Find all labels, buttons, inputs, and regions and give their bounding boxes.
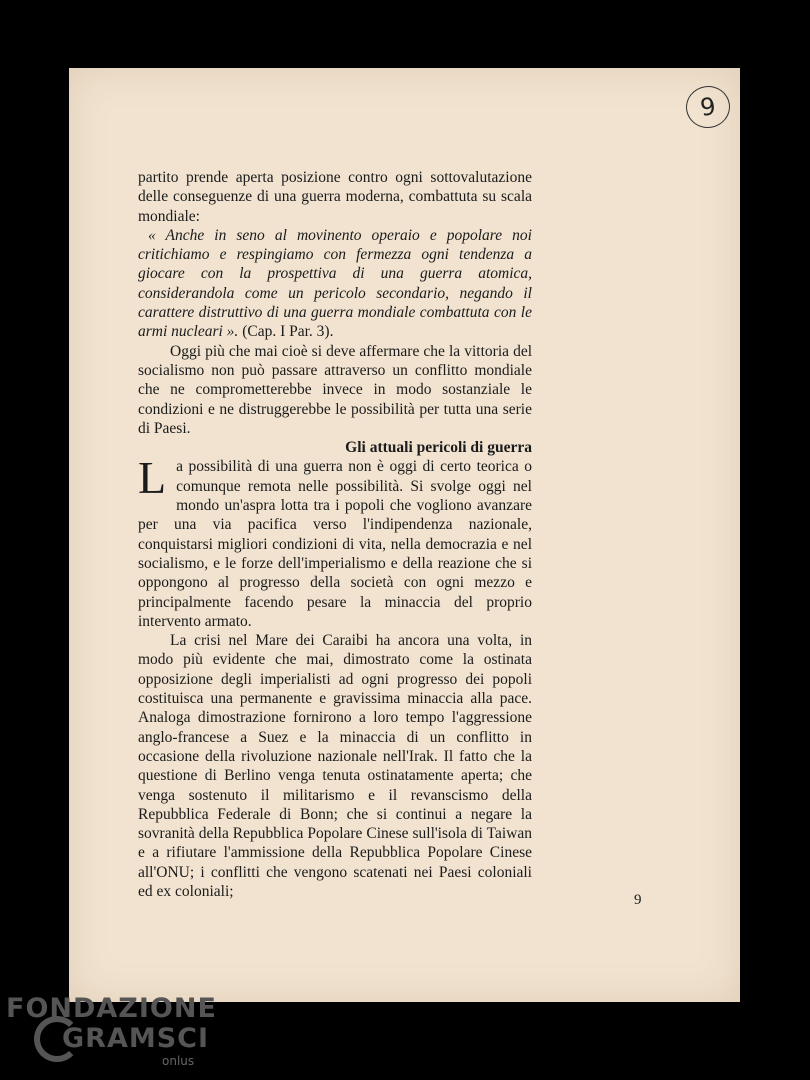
logo-line-3: onlus — [162, 1054, 195, 1068]
handwritten-page-number: 9 — [683, 83, 732, 131]
paragraph-1: partito prende aperta posizione contro ogni sottovalutazione delle conseguenze di una guerra moderna, combattuta su scala mondiale: — [138, 169, 532, 225]
paragraph-3-text: a possibilità di una guerra non è oggi di certo teorica o comunque remota nelle possibilità. Si svolge oggi nel mondo un'aspra lotta tra i popoli che vogliono avanzare per una via pacifica verso l'indipendenza nazionale, conquistarsi migliori condizioni di vita, nella democrazia e nel socialismo, e le forze dell'imperialismo e della reazione che si oppongono al progresso della società con ogni mezzo e principalmente facendo pesare la minaccia del proprio intervento armato. — [138, 458, 532, 630]
paragraph-3 — [138, 452, 532, 631]
section-heading: Gli attuali pericoli di guerra — [345, 439, 532, 457]
archive-watermark-logo — [6, 994, 217, 1068]
drop-cap: L — [138, 452, 167, 504]
logo-line-2: GRAMSCI — [62, 1023, 210, 1054]
text-column — [138, 168, 532, 901]
quotation-text: « Anche in seno al movinento operaio e popolare noi critichiamo e respingiamo con fermezza ogni tendenza a giocare con la prospettiva di una guerra atomica, considerandola come un pericolo secondario, negando il carattere distruttivo di una guerra mondiale combattuta con le armi nucleari ». — [138, 226, 532, 341]
paragraph-2: Oggi più che mai cioè si deve affermare che la vittoria del socialismo non può passare attraverso un conflitto mondiale che ne comprometterebbe invece in modo sostanziale le condizioni e ne distruggerebbe le possibilità per tutta una serie di Paesi. — [138, 342, 532, 437]
page-number: 9 — [634, 892, 642, 908]
quotation-reference: (Cap. I Par. 3). — [238, 323, 334, 341]
logo-line-1: FONDAZIONE — [6, 993, 217, 1024]
paragraph-4: La crisi nel Mare dei Caraibi ha ancora una volta, in modo più evidente che mai, dimostrato come la ostinata opposizione degli imperialisti ad ogni progresso dei popoli costituisca una permanente e gravissima minaccia alla pace. Analoga dimostrazione fornirono a loro tempo l'aggressione anglo-francese a Suez e la minaccia di un conflitto in occasione della rivoluzione nazionale nell'Irak. Il fatto che la questione di Berlino venga tenuta ostinatamente aperta; che venga sostenuto il militarismo e il revanscismo della Repubblica Federale di Bonn; che si continui a negare la sovranità della Repubblica Popolare Cinese sull'isola di Taiwan e a rifiutare l'ammissione della Repubblica Popolare Cinese all'ONU; i conflitti che vengono scatenati nei Paesi coloniali ed ex coloniali; — [138, 632, 532, 900]
quotation — [138, 226, 532, 342]
